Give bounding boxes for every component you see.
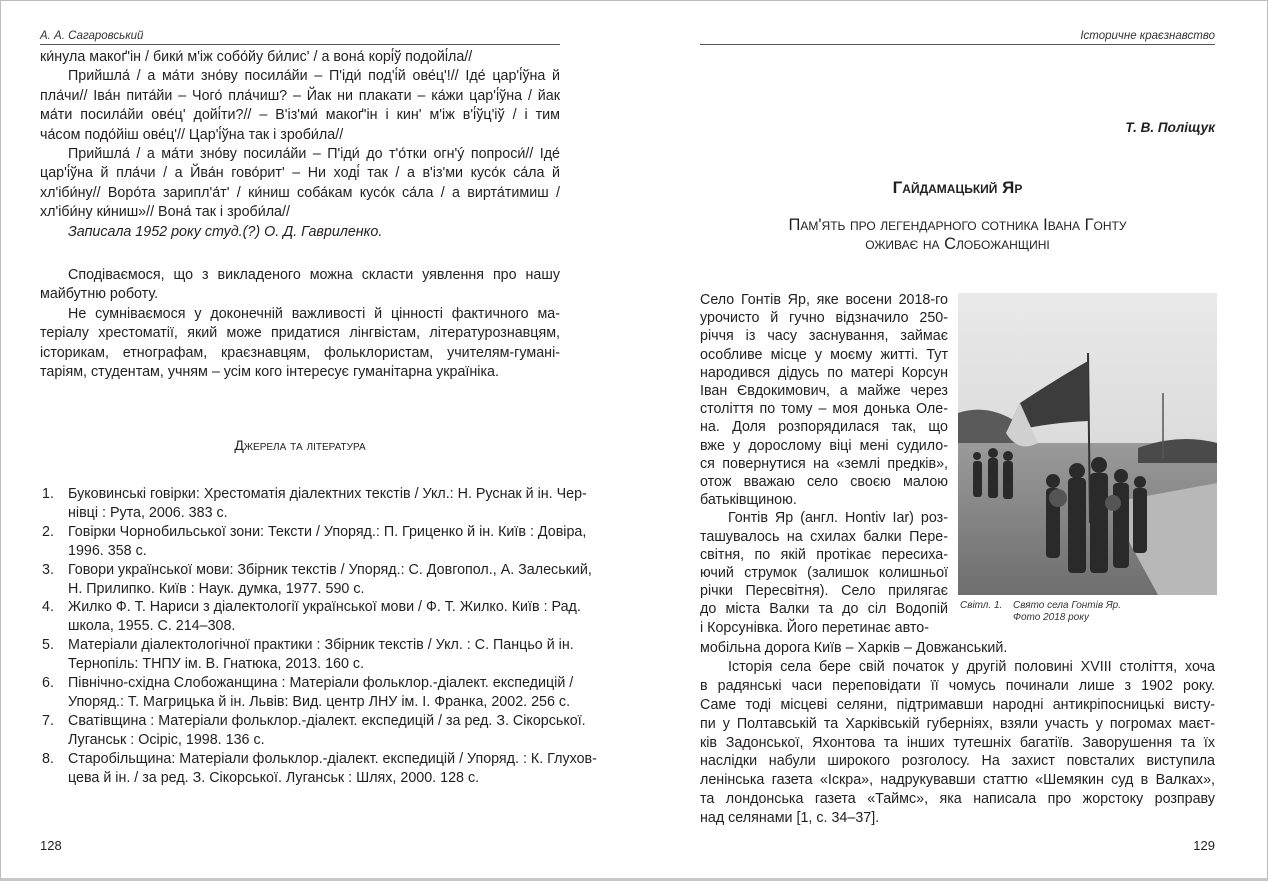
reference-number: 5.	[42, 637, 54, 654]
paragraph-line: Іван Євдокимович, а майже через	[700, 383, 948, 400]
references-heading: Джерела та література	[234, 437, 366, 453]
paragraph-line: теріалу хрестоматії, який може придатися лінгвістам, літературознавцям,	[40, 325, 560, 342]
photo-village-celebration	[958, 293, 1217, 595]
paragraph-line: отож вважаю село своєю малою	[700, 474, 948, 491]
paragraph-line: батьківщиною.	[700, 492, 797, 509]
reference-number: 2.	[42, 523, 54, 540]
header-rule	[700, 44, 1215, 45]
text-block-conclusion	[40, 266, 560, 382]
paragraph-line: річки Пересвітня). Село прилягає	[700, 583, 948, 600]
reference-line: цева й ін. / за ред. З. Сікорської. Луганськ : Шлях, 2000. 128 с.	[68, 769, 480, 786]
reference-line: Буковинські говірки: Хрестоматія діалектних текстів / Укл.: Н. Руснак й ін. Чер-	[68, 486, 587, 502]
paragraph-line: Не сумніваємося у доконечній важливості й цінності фактичного ма-	[68, 305, 560, 322]
reference-item	[42, 598, 581, 636]
paragraph-line: народився дідусь по матері Корсун	[700, 364, 948, 381]
figure-label: Світл. 1.	[960, 600, 1003, 611]
reference-line: Н. Прилипко. Київ : Наук. думка, 1977. 590 с.	[68, 580, 365, 597]
paragraph-line: цар'і́ўна й пла́чи / а Йва́н гово́рит' – Ни ході́ так / а в'із'ми кусо́к са́ла й	[40, 165, 560, 182]
reference-number: 4.	[42, 599, 54, 616]
reference-line: Північно-східна Слобожанщина : Матеріали фольклор.-діалект. експедицій /	[68, 675, 574, 692]
reference-item	[42, 485, 587, 523]
paragraph-line: ючий струмок (залишок колишньої	[700, 565, 948, 582]
paragraph-line: Саме тоді місцеві селяни, підтримавши народні антикріпосницькі висту-	[700, 696, 1215, 713]
running-header-author: А. А. Сагаровський	[40, 30, 144, 42]
paragraph-line: Прийшла́ / а ма́ти зно́ву посила́йи – П'іди́ до т'о́тки огн'ý попроси́// Іде́	[68, 146, 560, 163]
paragraph-line: над селянами [1, с. 34–37].	[700, 810, 880, 827]
page-number-right: 129	[1193, 838, 1215, 853]
paragraph-line: в радянські часи переповідати її чомусь починали лише з 1902 року.	[700, 677, 1215, 694]
text-block-intro	[700, 291, 948, 637]
paragraph-line: Записала 1952 року студ.(?) О. Д. Гавриленко.	[68, 223, 383, 240]
paragraph-line: ма́ти посила́йи ове́ц' дойі́ти?// – В'із'ми́ макоґ'ін і кин' м'іж в'і́ўц'іў / і тим	[40, 107, 560, 124]
article-title: Гайдамацький Яр	[892, 178, 1023, 197]
reference-number: 1.	[42, 486, 54, 502]
reference-number: 6.	[42, 675, 54, 692]
reference-item	[42, 561, 592, 599]
reference-line: Старобільщина: Матеріали фольклор.-діалект. експедицій / Упоряд. : К. Глухов-	[68, 750, 597, 767]
paragraph-line: і Корсунівка. Його перетинає авто-	[700, 619, 929, 636]
reference-line: Сватівщина : Матеріали фольклор.-діалект. експедицій / за ред. З. Сікорської.	[68, 712, 586, 729]
paragraph-line: Гонтів Яр (англ. Hontiv Iar) роз-	[728, 510, 948, 527]
reference-line: Луганськ : Осіріс, 1998. 136 с.	[68, 731, 265, 748]
reference-item	[42, 523, 587, 561]
reference-line: Говірки Чорнобильської зони: Тексти / Упоряд.: П. Гриценко й ін. Київ : Довіра,	[68, 523, 587, 540]
paragraph-line: пла́чи// Іва́н пита́йи – Чого́ пла́чиш? – Йак ни плакати – ка́жи цар'і́ўна / йак	[40, 87, 560, 104]
paragraph-line: майбутню роботу.	[40, 286, 159, 303]
paragraph-line: ків Задонської, Яхонтова та інших тутешніх багатіїв. Заворушення та їх	[700, 734, 1215, 751]
paragraph-line: Село Гонтів Яр, яке восени 2018-го	[700, 292, 948, 308]
paragraph-line: вже у дорослому віці мені судило-	[700, 437, 948, 454]
subtitle-line: оживає на Слобожанщині	[865, 235, 1050, 253]
reference-item	[42, 712, 586, 750]
paragraph-line: особливе місце у моєму житті. Тут	[700, 346, 948, 363]
paragraph-line: на. Доля розпорядилася так, що	[700, 419, 948, 436]
paragraph-line: історикам, етнографам, краєзнавцям, фольклористам, учителям-гумані-	[40, 344, 560, 361]
reference-line: нівці : Рута, 2006. 383 с.	[68, 504, 228, 521]
paragraph-line: мобільна дорога Київ – Харків – Довжанський.	[700, 640, 1008, 656]
reference-line: Тернопіль: ТНПУ ім. В. Гнатюка, 2013. 160 с.	[68, 656, 365, 673]
caption-line: Фото 2018 року	[1013, 612, 1089, 623]
reference-line: Матеріали діалектологічної практики : Збірник текстів / Укл. : С. Панцьо й ін.	[68, 637, 574, 654]
reference-line: Говори української мови: Збірник текстів / Упоряд.: С. Довгопол., А. Залеський,	[68, 561, 592, 578]
paragraph-line: ки́нула макоґ'ін / бики́ м'іж собо́йу би́лис' / а вона́ корі́ў подойі́ла//	[40, 49, 473, 65]
paragraph-line: річчя із часу заснування, займає	[700, 328, 948, 345]
header-rule	[40, 44, 560, 45]
text-block-history	[700, 639, 1215, 828]
paragraph-line: наслідки набули широкого розголосу. На захист повсталих виступила	[700, 753, 1215, 770]
paragraph-line: Історія села бере свій початок у другій половині XVIII століття, хоча	[728, 658, 1215, 675]
paragraph-line: світня, по якій протікає пересиха-	[700, 546, 948, 563]
figure-caption	[1013, 600, 1121, 624]
paragraph-line: до міста Валки та до сіл Водопій	[700, 601, 948, 618]
paragraph-line: пи у Полтавській та Харківській губерніях, взяли участь у погромах маєт-	[700, 715, 1215, 732]
reference-line: Жилко Ф. Т. Нариси з діалектології української мови / Ф. Т. Жилко. Київ : Рад.	[68, 599, 581, 616]
reference-item	[42, 636, 574, 674]
article-author: Т. В. Поліщук	[1125, 120, 1215, 135]
paragraph-line: таріям, студентам, учням – усім кого інтересує гуманітарна україніка.	[40, 364, 499, 381]
paragraph-line: Прийшла́ / а ма́ти зно́ву посила́йи – П'іди́ под'і́й ове́ц'!// Іде́ цар'і́ўна й	[68, 68, 560, 85]
reference-item	[42, 750, 597, 788]
references-list	[42, 485, 597, 788]
paragraph-line: хл'іби́ну// Воро́та зарипл'а́т' / ки́ниш соба́кам кусо́к са́ла / а вирта́тимиш /	[40, 184, 560, 201]
paragraph-line: хл'іби́ну ки́ниш»// Вона́ так і зроби́ла//	[40, 204, 290, 221]
paragraph-line: ся повернутися на «землі предків»,	[700, 455, 948, 472]
reference-number: 8.	[42, 750, 54, 767]
reference-number: 7.	[42, 712, 54, 729]
paragraph-line: ча́сом подо́йіш ове́ц'// Цар'і́ўна так і зроби́ла//	[40, 126, 344, 143]
reference-line: Упоряд.: Т. Магрицька й ін. Львів: Вид. центр ЛНУ ім. І. Франка, 2002. 256 с.	[68, 693, 571, 710]
reference-number: 3.	[42, 561, 54, 578]
paragraph-line: ленінська газета «Іскра», надрукувавши статтю «Шемякин суд в Валках»,	[700, 772, 1215, 789]
page-number-left: 128	[40, 838, 62, 853]
running-header-section: Історичне краєзнавство	[1080, 30, 1215, 42]
reference-item	[42, 674, 574, 712]
paragraph-line: урочисто й гучно відзначило 250-	[700, 310, 948, 327]
article-subtitle	[700, 216, 1215, 254]
paragraph-line: та лондонська газета «Таймс», яка написала про жорстоку розправу	[700, 791, 1215, 808]
text-block-folk-tale	[40, 48, 560, 242]
reference-line: школа, 1955. С. 214–308.	[68, 618, 236, 635]
paragraph-line: століття по тому – моя донька Оле-	[700, 401, 948, 418]
reference-line: 1996. 358 с.	[68, 542, 147, 559]
subtitle-line: Пам'ять про легендарного сотника Івана Гонту	[788, 216, 1127, 234]
caption-line: Свято села Гонтів Яр.	[1013, 600, 1121, 611]
paragraph-line: Сподіваємося, що з викладеного можна скласти уявлення про нашу	[68, 267, 560, 283]
paragraph-line: ташувалось на схилах балки Пере-	[700, 528, 948, 545]
